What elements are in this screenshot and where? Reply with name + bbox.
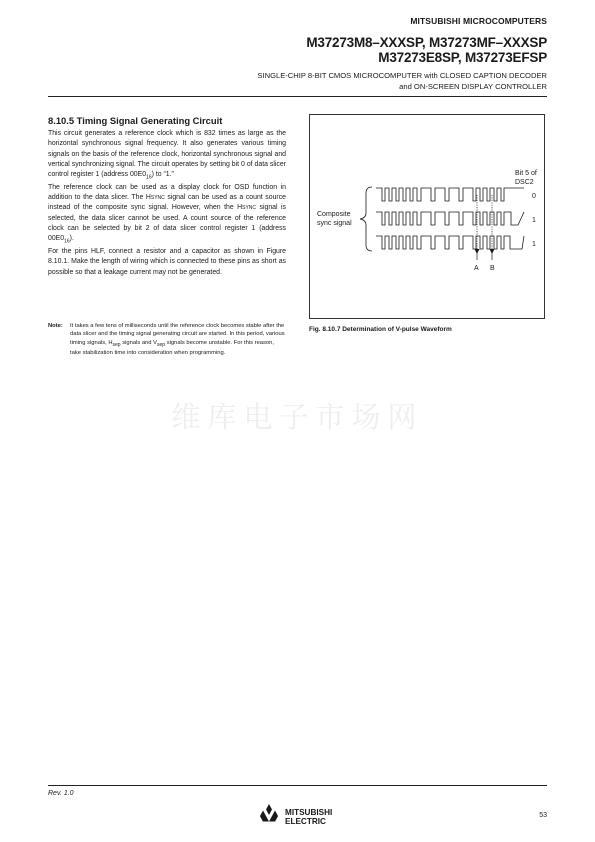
marker-a-label: A (474, 265, 479, 272)
paragraph-1: This circuit generates a reference clock which is 832 times as large as the horizontal synchronous signal frequency. It also generates various timing signals on the basis of the reference clock, horizontal synchronous signal and vertical synchronizing signal. The circuit operates by setting bit 0 of data slicer control register 1 (address $00E0_{16}$) to “1.” (48, 130, 286, 181)
waveform-row-1 (376, 188, 524, 201)
waveform-row-3 (376, 236, 524, 249)
paragraph-2: The reference clock can be used as a display clock for OSD function in addition to the data slicer. The HSYNC signal can be used as a count source instead of the composite sync signal. However, when the HSYNC signal is selected, the data slicer cannot be used. A count source of the reference clock can be selected by bit 2 of data slicer control register 1 (address $00E0_{16}$). (48, 183, 286, 245)
section-body (48, 129, 286, 278)
waveform-diagram (310, 115, 544, 318)
composite-label-1: Composite (317, 211, 351, 218)
footer-rule (48, 785, 547, 786)
bit-label-1: Bit 5 of (515, 170, 537, 177)
left-brace (360, 187, 372, 251)
sync-waveforms (360, 187, 524, 251)
row-value-3: 1 (532, 241, 536, 248)
mitsubishi-logo (257, 803, 347, 829)
marker-b-arrow (490, 249, 495, 254)
subtitle-line-1: SINGLE-CHIP 8-BIT CMOS MICROCOMPUTER with CLOSED CAPTION DECODER (257, 71, 547, 80)
waveform-row-2 (376, 212, 524, 225)
row-value-2: 1 (532, 217, 536, 224)
note-block (48, 322, 286, 357)
marker-b-label: B (490, 265, 495, 272)
logo-text-1: MITSUBISHI (285, 808, 333, 817)
part-number-line-1: M37273M8–XXXSP, M37273MF–XXXSP (306, 35, 547, 50)
section-title: 8.10.5 Timing Signal Generating Circuit (48, 115, 223, 126)
note-label: Note: (48, 323, 63, 329)
marker-a-arrow (475, 249, 480, 254)
paragraph-3: For the pins HLF, connect a resistor and a capacitor as shown in Figure 8.10.1. Make the length of wiring which is connected to these pins as short as possible so that a leakage current may not be generated. (48, 248, 286, 276)
row-values (532, 193, 536, 248)
bit-label-2: DSC2 (515, 179, 534, 186)
revision-label: Rev. 1.0 (48, 790, 74, 797)
composite-label-2: sync signal (317, 220, 352, 227)
header-rule (48, 96, 547, 97)
page-number: 53 (539, 812, 547, 819)
watermark-text: 维库电子市场网 (171, 400, 424, 434)
figure-caption: Fig. 8.10.7 Determination of V-pulse Waveform (309, 326, 452, 333)
brand-header: MITSUBISHI MICROCOMPUTERS (410, 16, 547, 26)
subtitle-line-2: and ON-SCREEN DISPLAY CONTROLLER (399, 82, 547, 91)
note-text: It takes a few tens of milliseconds until the reference clock becomes stable after the data slicer and the timing signal generating circuit are started. In this period, various timing signals, $H_{sep}$ signals and $V_{sep}$ signals become unstable. For this reason, take stabilization time into consideration when programming. (70, 323, 285, 357)
figure-box (309, 114, 545, 319)
part-number-line-2: M37273E8SP, M37273EFSP (378, 50, 547, 65)
three-diamonds-icon (257, 803, 347, 829)
logo-text-2: ELECTRIC (285, 817, 326, 826)
row-value-1: 0 (532, 193, 536, 200)
